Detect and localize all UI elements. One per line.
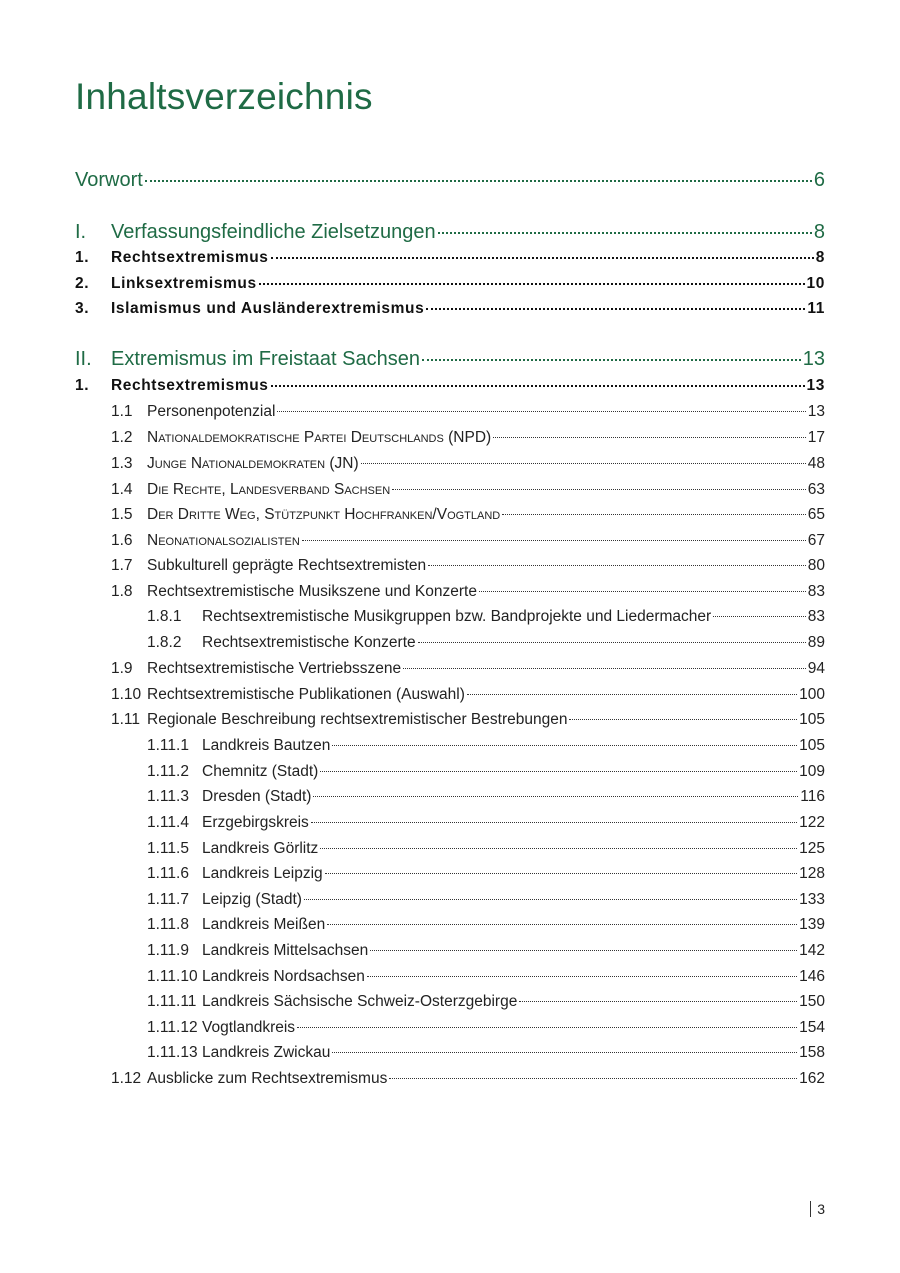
toc-page: 13 (806, 377, 825, 394)
toc-label: Landkreis Bautzen (202, 737, 331, 754)
toc-entry-section[interactable] (111, 429, 825, 447)
toc-page: 150 (799, 993, 825, 1010)
leader-dots (422, 359, 801, 361)
toc-page: 48 (807, 455, 825, 472)
toc-number: 2. (75, 275, 90, 292)
toc-number: 1.6 (111, 532, 133, 549)
toc-label: Landkreis Leipzig (202, 865, 323, 882)
toc-number: 1.11 (111, 711, 141, 728)
toc-page: 89 (807, 634, 825, 651)
toc-entry-section[interactable] (111, 532, 825, 550)
toc-page: 8 (815, 249, 825, 266)
toc-page: 13 (807, 403, 825, 420)
toc-page: 125 (799, 840, 825, 857)
toc-entry-subsection[interactable] (147, 788, 825, 806)
toc-entry-section[interactable] (111, 660, 825, 678)
toc-number: 1.7 (111, 557, 133, 574)
leader-dots (428, 565, 806, 566)
toc-entry-subsection[interactable] (147, 1019, 825, 1037)
toc-number: 1. (75, 249, 90, 266)
toc-page: 100 (799, 686, 825, 703)
toc-page: 10 (806, 275, 825, 292)
toc-label: Rechtsextremismus (111, 249, 269, 266)
leader-dots (438, 232, 812, 234)
leader-dots (145, 180, 812, 182)
toc-number: 1.11.9 (147, 942, 189, 959)
toc-page: 162 (799, 1070, 825, 1087)
toc-page: 116 (800, 788, 825, 805)
toc-label: Landkreis Zwickau (202, 1044, 331, 1061)
leader-dots (332, 1052, 797, 1053)
toc-page: 146 (799, 968, 825, 985)
toc-entry-subsection[interactable] (147, 968, 825, 986)
toc-label: Rechtsextremistische Publikationen (Auswahl) (147, 686, 465, 703)
toc-page: 13 (802, 348, 825, 370)
toc-label: Subkulturell geprägte Rechtsextremisten (147, 557, 427, 574)
toc-page: 63 (807, 481, 825, 498)
toc-label: Rechtsextremistische Musikgruppen bzw. Bandprojekte und Liedermacher (202, 608, 712, 625)
toc-number: 1.8.1 (147, 608, 182, 625)
toc-entry-subsection[interactable] (147, 608, 825, 626)
toc-label: Islamismus und Ausländerextremismus (111, 300, 425, 317)
leader-dots (277, 411, 805, 412)
leader-dots (297, 1027, 797, 1028)
toc-label: Dresden (Stadt) (202, 788, 312, 805)
toc-number: 1.11.12 (147, 1019, 198, 1036)
toc-entry-subsection[interactable] (147, 865, 825, 883)
toc-entry-subsection[interactable] (147, 737, 825, 755)
toc-entry-subsection[interactable] (147, 1044, 825, 1062)
toc-page: 94 (807, 660, 825, 677)
toc-page: 6 (813, 169, 825, 191)
leader-dots (271, 385, 805, 387)
toc-entry-subsection[interactable] (147, 763, 825, 781)
toc-entry-part-1[interactable] (75, 221, 825, 244)
toc-label: Erzgebirgskreis (202, 814, 309, 831)
toc-label: Landkreis Mittelsachsen (202, 942, 369, 959)
leader-dots (713, 616, 806, 617)
leader-dots (479, 591, 806, 592)
toc-label: Chemnitz (Stadt) (202, 763, 319, 780)
toc-entry-subsection[interactable] (147, 942, 825, 960)
toc-entry-subsection[interactable] (147, 993, 825, 1011)
leader-dots (569, 719, 797, 720)
toc-number: II. (75, 348, 92, 370)
toc-page: 109 (799, 763, 825, 780)
leader-dots (367, 976, 797, 977)
toc-number: 1.8.2 (147, 634, 182, 651)
toc-number: 1.11.13 (147, 1044, 198, 1061)
toc-page: 105 (799, 737, 825, 754)
toc-number: 1.8 (111, 583, 133, 600)
toc-page: 139 (799, 916, 825, 933)
leader-dots (426, 308, 805, 310)
toc-number: 1.5 (111, 506, 133, 523)
toc-number: 1.11.7 (147, 891, 189, 908)
toc-number: 1.9 (111, 660, 133, 677)
toc-label: Landkreis Nordsachsen (202, 968, 365, 985)
leader-dots (302, 540, 806, 541)
leader-dots (493, 437, 806, 438)
toc-entry-subsection[interactable] (147, 634, 825, 652)
toc-entry-section[interactable] (111, 455, 825, 473)
toc-page: 83 (807, 583, 825, 600)
toc-label: Rechtsextremistische Konzerte (202, 634, 416, 651)
toc-label: Regionale Beschreibung rechtsextremistischer Bestrebungen (147, 711, 568, 728)
toc-entry-subsection[interactable] (147, 891, 825, 909)
leader-dots (502, 514, 806, 515)
toc-label: Vorwort (75, 169, 143, 191)
leader-dots (304, 899, 797, 900)
leader-dots (327, 924, 797, 925)
toc-number: 3. (75, 300, 90, 317)
toc-number: 1.11.11 (147, 993, 197, 1010)
toc-number: 1.11.10 (147, 968, 198, 985)
toc-number: 1.4 (111, 481, 133, 498)
toc-page: 154 (799, 1019, 825, 1036)
toc-label: Verfassungsfeindliche Zielsetzungen (111, 221, 436, 243)
toc-entry-vorwort[interactable] (75, 169, 825, 192)
toc-entry-subsection[interactable] (147, 916, 825, 934)
toc-page: 142 (799, 942, 825, 959)
page-number: 3 (810, 1201, 825, 1217)
toc-entry-section[interactable] (111, 686, 825, 704)
toc-page: 17 (807, 429, 825, 446)
toc-label: Rechtsextremistische Musikszene und Konzerte (147, 583, 477, 600)
toc-label: Rechtsextremismus (111, 377, 269, 394)
toc-number: 1.1 (111, 403, 133, 420)
toc-label: Neonationalsozialisten (147, 532, 300, 549)
toc-label: Junge Nationaldemokraten (JN) (147, 455, 359, 472)
toc-page: 80 (807, 557, 825, 574)
leader-dots (370, 950, 797, 951)
toc-number: I. (75, 221, 87, 243)
leader-dots (467, 694, 797, 695)
leader-dots (320, 848, 797, 849)
toc-entry-section[interactable] (111, 506, 825, 524)
toc-page: 105 (799, 711, 825, 728)
toc-label: Der Dritte Weg, Stützpunkt Hochfranken/Vogtland (147, 506, 501, 523)
toc-number: 1.11.8 (147, 916, 189, 933)
leader-dots (361, 463, 806, 464)
leader-dots (313, 796, 798, 797)
toc-label: Ausblicke zum Rechtsextremismus (147, 1070, 388, 1087)
toc-page: 158 (799, 1044, 825, 1061)
toc-label: Die Rechte, Landesverband Sachsen (147, 481, 391, 498)
toc-label: Vogtlandkreis (202, 1019, 296, 1036)
leader-dots (418, 642, 806, 643)
toc-page: 65 (807, 506, 825, 523)
toc-label: Rechtsextremistische Vertriebsszene (147, 660, 402, 677)
leader-dots (325, 873, 797, 874)
toc-entry-section[interactable] (111, 557, 825, 575)
leader-dots (320, 771, 797, 772)
toc-number: 1.11.4 (147, 814, 189, 831)
toc-label: Landkreis Meißen (202, 916, 326, 933)
toc-number: 1.11.5 (147, 840, 189, 857)
toc-entry-section[interactable] (111, 583, 825, 601)
toc-page: 133 (799, 891, 825, 908)
toc-number: 1.12 (111, 1070, 142, 1087)
toc-label: Personenpotenzial (147, 403, 276, 420)
toc-page: 67 (807, 532, 825, 549)
toc-page: 128 (799, 865, 825, 882)
toc-number: 1.11.1 (147, 737, 189, 754)
toc-entry-chapter[interactable] (75, 300, 825, 318)
toc-entry-section[interactable] (111, 481, 825, 499)
toc-entry-section[interactable] (111, 403, 825, 421)
toc-label: Extremismus im Freistaat Sachsen (111, 348, 420, 370)
toc-label: Landkreis Görlitz (202, 840, 319, 857)
toc-entry-part-2[interactable] (75, 348, 825, 371)
toc-number: 1.11.2 (147, 763, 189, 780)
toc-label: Leipzig (Stadt) (202, 891, 302, 908)
page-title: Inhaltsverzeichnis (75, 76, 373, 117)
leader-dots (403, 668, 806, 669)
toc-entry-subsection[interactable] (147, 814, 825, 832)
toc-page: 122 (799, 814, 825, 831)
toc-number: 1.11.3 (147, 788, 189, 805)
toc-number: 1.10 (111, 686, 142, 703)
toc-page: 8 (813, 221, 825, 243)
toc-number: 1.11.6 (147, 865, 189, 882)
toc-entry-chapter[interactable] (75, 275, 825, 293)
leader-dots (392, 489, 806, 490)
toc-entry-chapter[interactable] (75, 249, 825, 267)
leader-dots (332, 745, 797, 746)
toc-label: Nationaldemokratische Partei Deutschlands (NPD) (147, 429, 492, 446)
toc-entry-chapter[interactable] (75, 377, 825, 395)
toc-entry-section[interactable] (111, 1070, 825, 1088)
toc-page: 83 (807, 608, 825, 625)
leader-dots (271, 257, 814, 259)
toc-label: Linksextremismus (111, 275, 257, 292)
leader-dots (519, 1001, 797, 1002)
toc-entry-section[interactable] (111, 711, 825, 729)
leader-dots (259, 283, 805, 285)
toc-number: 1.3 (111, 455, 133, 472)
leader-dots (389, 1078, 797, 1079)
toc-entry-subsection[interactable] (147, 840, 825, 858)
leader-dots (311, 822, 797, 823)
toc-number: 1.2 (111, 429, 133, 446)
toc-label: Landkreis Sächsische Schweiz-Osterzgebirge (202, 993, 518, 1010)
toc-page: 11 (807, 300, 825, 317)
toc-number: 1. (75, 377, 90, 394)
